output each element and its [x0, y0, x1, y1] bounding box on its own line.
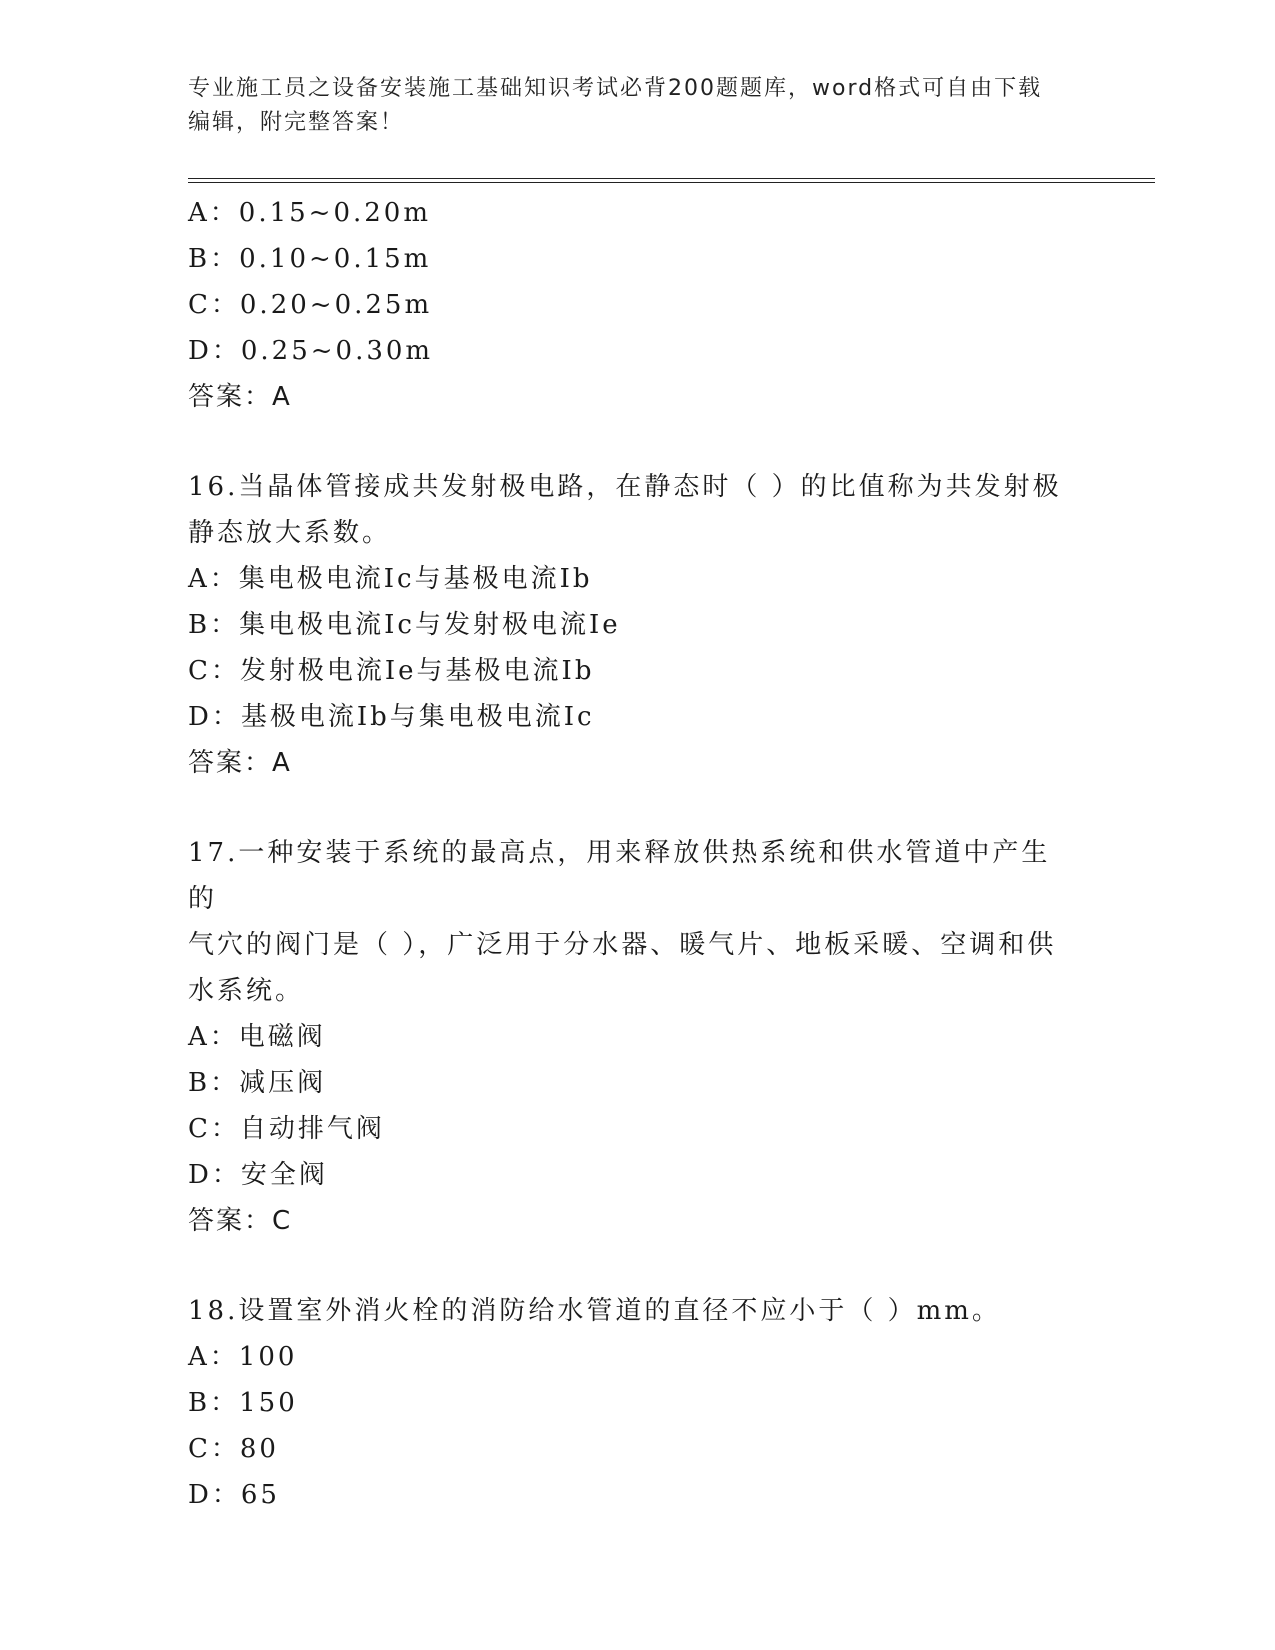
- option-c: C：0.20~0.25m: [188, 290, 433, 320]
- option-d: D：65: [188, 1480, 280, 1510]
- question-15-continued: [188, 190, 1088, 420]
- question-stem-line: 气穴的阀门是（ ），广泛用于分水器、暖气片、地板采暖、空调和供: [188, 930, 1057, 960]
- header-divider-bottom: [188, 182, 1155, 183]
- spacer: [188, 420, 1088, 464]
- question-17: [188, 830, 1088, 1244]
- question-list: [188, 190, 1088, 1518]
- spacer: [188, 1244, 1088, 1288]
- spacer: [188, 786, 1088, 830]
- header-line-1: 专业施工员之设备安装施工基础知识考试必背200题题库，word格式可自由下载: [188, 76, 1043, 101]
- option-b: B：减压阀: [188, 1068, 327, 1098]
- answer-label: 答案：C: [188, 1206, 293, 1236]
- document-header: [188, 72, 1088, 140]
- option-c: C：80: [188, 1434, 279, 1464]
- option-b: B：集电极电流Ic与发射极电流Ie: [188, 610, 621, 640]
- question-stem-line: 静态放大系数。: [188, 518, 392, 548]
- question-stem-line: 17.一种安装于系统的最高点，用来释放供热系统和供水管道中产生的: [188, 838, 1051, 914]
- header-divider-top: [188, 178, 1155, 179]
- option-a: A：0.15~0.20m: [188, 198, 431, 228]
- option-d: D：基极电流Ib与集电极电流Ic: [188, 702, 595, 732]
- option-b: B：150: [188, 1388, 298, 1418]
- question-stem-line: 18.设置室外消火栓的消防给水管道的直径不应小于（ ）mm。: [188, 1296, 1001, 1326]
- option-c: C：发射极电流Ie与基极电流Ib: [188, 656, 595, 686]
- question-stem-line: 水系统。: [188, 976, 305, 1006]
- question-18: [188, 1288, 1088, 1518]
- option-a: A：100: [188, 1342, 298, 1372]
- answer-label: 答案：A: [188, 748, 292, 778]
- option-d: D：安全阀: [188, 1160, 328, 1190]
- option-d: D：0.25~0.30m: [188, 336, 434, 366]
- option-c: C：自动排气阀: [188, 1114, 385, 1144]
- question-16: [188, 464, 1088, 786]
- question-stem-line: 16.当晶体管接成共发射极电路，在静态时（ ）的比值称为共发射极: [188, 472, 1062, 502]
- option-b: B：0.10~0.15m: [188, 244, 432, 274]
- answer-label: 答案：A: [188, 382, 292, 412]
- option-a: A：电磁阀: [188, 1022, 326, 1052]
- header-line-2: 编辑，附完整答案！: [188, 110, 405, 135]
- option-a: A：集电极电流Ic与基极电流Ib: [188, 564, 593, 594]
